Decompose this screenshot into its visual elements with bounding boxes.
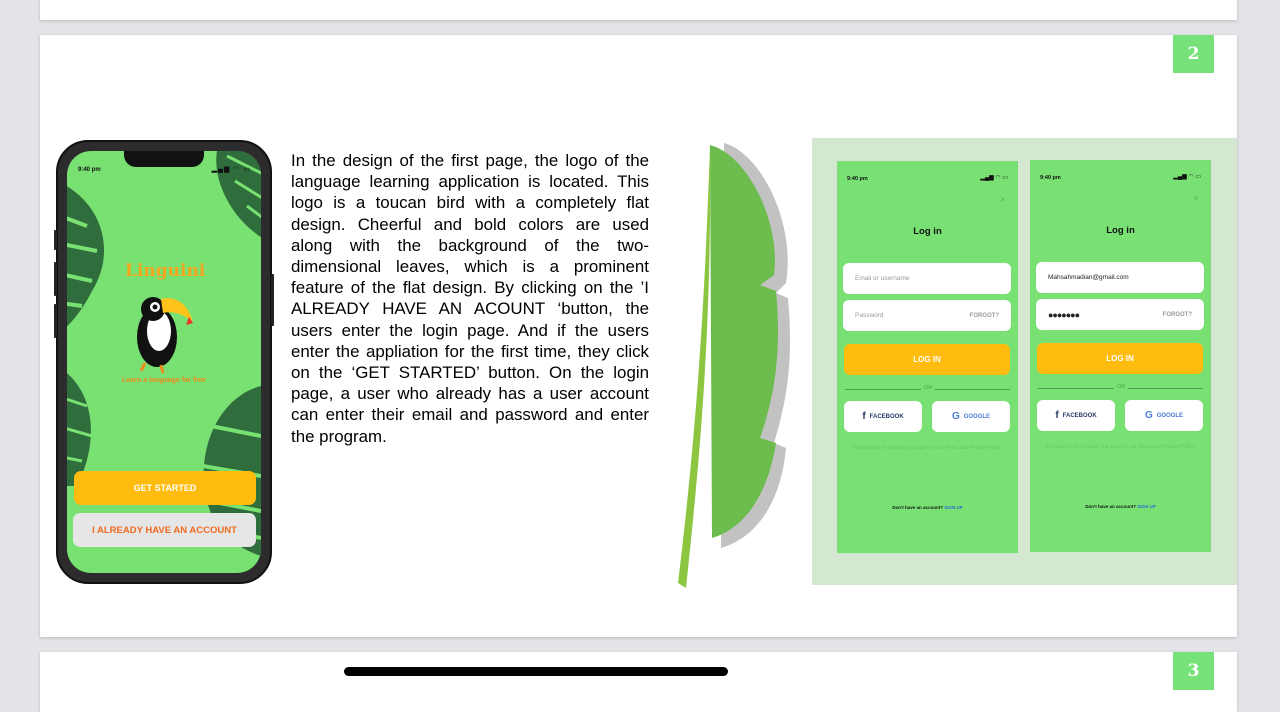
email-field[interactable] — [1036, 262, 1204, 293]
phone-screen — [67, 151, 261, 573]
status-time: 9:40 pm — [847, 176, 868, 182]
phone-mockup — [56, 140, 272, 584]
next-page-number-badge: 3 — [1173, 652, 1214, 690]
facebook-label: FACEBOOK — [1062, 412, 1097, 419]
sign-up-link[interactable]: SIGN UP — [1137, 504, 1156, 509]
phone-volume-up — [54, 262, 57, 296]
banana-leaf-illustration — [676, 143, 796, 588]
or-divider — [845, 385, 1010, 391]
monstera-leaf-bottom-left — [67, 366, 102, 486]
close-icon[interactable]: × — [1192, 193, 1199, 205]
app-tagline: Learn a language for free — [122, 377, 206, 384]
login-title: Log in — [1106, 225, 1135, 236]
already-have-account-button[interactable]: I ALREADY HAVE AN ACCOUNT — [73, 513, 256, 547]
or-label: OR — [1114, 384, 1128, 390]
sign-up-link[interactable]: SIGN UP — [944, 505, 963, 510]
google-login-button[interactable] — [1125, 400, 1203, 431]
facebook-label: FACEBOOK — [869, 413, 904, 420]
status-time: 9:40 pm — [78, 167, 101, 173]
email-field[interactable] — [843, 263, 1011, 294]
login-button[interactable]: LOG IN — [844, 344, 1010, 375]
status-icons: ▂▄▆ ◠ ▭ — [211, 166, 251, 173]
facebook-login-button[interactable] — [1037, 400, 1115, 431]
status-icons: ▂▄▆ ◠ ▭ — [980, 175, 1008, 181]
google-label: GOOGLE — [1156, 412, 1184, 419]
or-divider — [1038, 384, 1203, 390]
document-page — [40, 35, 1237, 637]
toucan-icon — [131, 289, 197, 373]
no-account-text: Don’t have an account? — [1085, 504, 1136, 509]
home-indicator-bar[interactable] — [344, 667, 728, 676]
close-icon[interactable]: × — [999, 194, 1006, 206]
terms-text: By signing in to Linguini, you agree to our Terms and Privacy Policy. — [852, 445, 1002, 451]
facebook-login-button[interactable] — [844, 401, 922, 432]
google-label: GOOGLE — [963, 413, 991, 420]
app-logo-text: Linguini — [125, 261, 206, 281]
signup-prompt — [837, 505, 1018, 510]
status-icons: ▂▄▆ ◠ ▭ — [1173, 174, 1201, 180]
monstera-leaf-left — [67, 181, 117, 341]
login-button[interactable]: LOG IN — [1037, 343, 1203, 374]
google-login-button[interactable] — [932, 401, 1010, 432]
phone-notch — [124, 151, 204, 167]
page-number-badge: 2 — [1173, 35, 1214, 73]
password-placeholder: Password — [855, 312, 884, 319]
forgot-password-link[interactable]: FORGOT? — [1162, 311, 1192, 318]
phone-volume-down — [54, 304, 57, 338]
description-paragraph: In the design of the first page, the logo of the language learning application is located. This logo is a toucan bird with a completely flat design. Cheerful and bold colors are used along with the background of the two-dimensional leaves, which is a prominent feature of the flat design. By clicking on the ’I ALREADY HAVE AN ACOUNT ‘button, the users enter the login page. And if the users enter the appliation for the first time, they click on the ‘GET STARTED’ button. On the login page, a user who already has a user account can enter their email and password and enter the program. — [291, 151, 649, 446]
status-time: 9:40 pm — [1040, 175, 1061, 181]
terms-text: By signing in to Linguini, you agree to our Terms and Privacy Policy. — [1045, 444, 1195, 450]
password-value: ●●●●●●● — [1048, 309, 1080, 320]
or-label: OR — [921, 385, 935, 391]
login-screen-filled — [1030, 160, 1211, 552]
get-started-button[interactable]: GET STARTED — [74, 471, 256, 505]
facebook-icon: f — [862, 411, 866, 422]
login-title: Log in — [913, 226, 942, 237]
forgot-password-link[interactable]: FORGOT? — [969, 312, 999, 319]
phone-power-button — [271, 274, 274, 326]
no-account-text: Don’t have an account? — [892, 505, 943, 510]
password-field[interactable] — [843, 300, 1011, 331]
google-icon: G — [951, 411, 960, 422]
email-value: Mahsahmadian@gmail.com — [1048, 274, 1129, 281]
email-placeholder: Email or username — [855, 275, 910, 282]
signup-prompt — [1030, 504, 1211, 509]
password-field[interactable] — [1036, 299, 1204, 330]
next-page — [40, 652, 1237, 712]
phone-side-button — [54, 230, 57, 250]
google-icon: G — [1144, 410, 1153, 421]
facebook-icon: f — [1055, 410, 1059, 421]
login-screen-empty — [837, 161, 1018, 553]
previous-page — [40, 0, 1237, 20]
